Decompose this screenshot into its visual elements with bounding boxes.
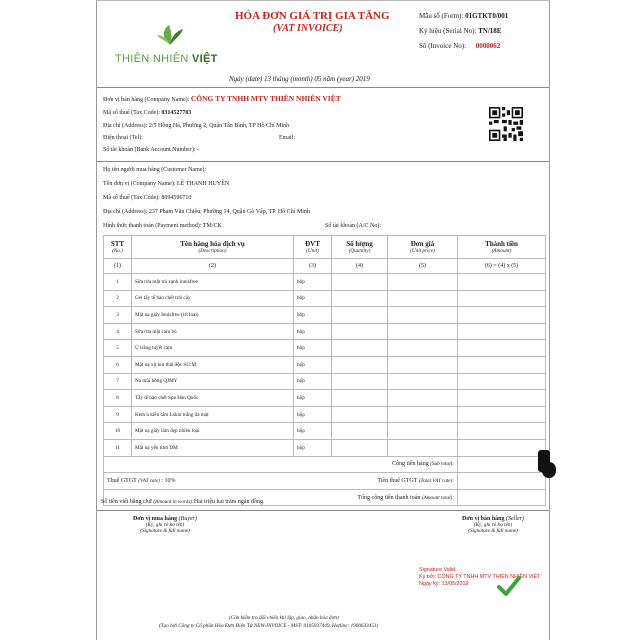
header-description-en: (Description) [198, 248, 227, 254]
row-unit-price [388, 340, 458, 357]
buyer-payment-label: Hình thức thanh toán (Payment method): [103, 223, 202, 229]
column-number: (1) [104, 259, 132, 274]
seller-account-value: - [196, 147, 199, 153]
header-quantity-en: (Quantity) [348, 248, 371, 254]
header-description-vi: Tên hàng hóa dịch vụ [180, 240, 245, 248]
row-quantity [332, 373, 388, 390]
buyer-tax-value: 8094596710 [161, 195, 192, 201]
row-unit-price [388, 390, 458, 407]
row-unit: hộp [294, 439, 332, 456]
row-unit: hộp [294, 323, 332, 340]
seller-signature-block [443, 516, 543, 534]
header-quantity [332, 236, 388, 259]
table-row [104, 323, 546, 340]
vat-amount-label-cell [332, 473, 458, 490]
vat-rate-value: : 10% [161, 477, 176, 484]
footer-check-note: (Cần kiểm tra đối chiếu khi lập, giao, nhận hóa đơn) [229, 615, 339, 621]
subtotal-row [104, 456, 546, 473]
row-unit-price [388, 307, 458, 324]
seller-phone-label: Điện thoại (Tel): [103, 135, 143, 141]
row-number: 8 [104, 390, 132, 407]
row-description: Mặt nạ giấy làm đẹp nhiều loại [132, 423, 294, 440]
column-number-row [104, 259, 546, 274]
column-number: (3) [294, 259, 332, 274]
seller-tax-label: Mã số thuế (Tax Code): [103, 110, 160, 116]
row-unit-price [388, 274, 458, 291]
buyer-address-label: Địa chỉ (Address): [103, 209, 148, 215]
row-number: 2 [104, 290, 132, 307]
row-amount [458, 274, 546, 291]
redaction-mark [542, 462, 556, 478]
row-description: Sữa rửa mặt cám bò [132, 323, 294, 340]
vat-row [104, 473, 546, 490]
row-number: 9 [104, 406, 132, 423]
buyer-company-value: LÊ THANH HUYỀN [177, 181, 230, 187]
buyer-sign-note-en: (Signature & full name) [140, 528, 190, 534]
header-unit-en: (Unit) [306, 248, 319, 254]
column-number: (6) = (4) x (5) [458, 259, 546, 274]
row-unit-price [388, 290, 458, 307]
header-unit-price-vi: Đơn giá [410, 240, 435, 248]
serial-label: Ký hiệu (Serial No): [419, 27, 477, 35]
vat-rate-label-en: (VAT rate) [138, 477, 160, 484]
invoice-number [419, 42, 500, 50]
seller-tax-line [103, 110, 191, 116]
invoice-no-value: 0000062 [475, 42, 501, 50]
buyer-sign-title-en: (Buyer) [178, 516, 197, 522]
row-number: 3 [104, 307, 132, 324]
row-unit-price [388, 406, 458, 423]
vat-amount-label: Tiền thuế GTGT [377, 477, 418, 484]
row-amount [458, 290, 546, 307]
logo-text [115, 53, 218, 65]
company-logo [111, 21, 221, 71]
header-description [132, 236, 294, 259]
buyer-account-label: Số tài khoản (A/C No): [325, 223, 381, 229]
table-row [104, 274, 546, 291]
invoice-date: Ngày (date) 13 tháng (month) 05 năm (year) 2019 [229, 75, 370, 83]
header-amount-vi: Thành tiền [485, 240, 518, 248]
header-no-en: (No.) [112, 248, 123, 254]
header-unit [294, 236, 332, 259]
form-label: Mẫu số (Form): [419, 12, 464, 20]
seller-address-label: Địa chỉ (Address): [103, 123, 148, 129]
header-no-vi: STT [110, 240, 125, 248]
vat-rate-cell [104, 473, 332, 490]
row-unit: hộp [294, 373, 332, 390]
digital-signature-stamp [419, 567, 540, 588]
buyer-company-line [103, 181, 229, 187]
row-quantity [332, 356, 388, 373]
seller-name-value: CÔNG TY TNHH MTV THIÊN NHIÊN VIỆT [190, 94, 341, 103]
row-description: Mặt nạ xịt hút thải độc SU:M [132, 356, 294, 373]
vat-amount-label-en: (Total VAT rate): [418, 477, 454, 484]
form-number [419, 12, 508, 20]
row-amount [458, 340, 546, 357]
row-amount [458, 356, 546, 373]
table-row [104, 340, 546, 357]
seller-sign-title: Đơn vị bán hàng [461, 516, 505, 522]
row-unit: hộp [294, 406, 332, 423]
row-amount [458, 307, 546, 324]
header-quantity-vi: Số lượng [346, 240, 373, 248]
buyer-signature-block [115, 516, 215, 534]
items-table [103, 235, 546, 506]
footer-provider-note: (Tạo bởi Công ty Cổ phần Hóa Đơn Điện Tử NEW-INVOICE - MST: 0105937449, Hotline: 1900633451) [159, 623, 379, 629]
invoice-no-label: Số (Invoice No): [419, 42, 467, 50]
buyer-payment-value: TM/CK [202, 223, 222, 229]
row-quantity [332, 406, 388, 423]
seller-sign-note-en: (Signature & full name) [468, 528, 518, 534]
row-unit-price [388, 439, 458, 456]
buyer-address-value: 237 Phạm Văn Chiêu, Phường 14, Quận Gò Vấp, TP. Hồ Chí Minh [148, 209, 310, 215]
header-amount-en: (Amount) [491, 248, 512, 254]
column-number: (2) [132, 259, 294, 274]
total-value [458, 489, 546, 506]
row-amount [458, 373, 546, 390]
seller-email-label: Email: [279, 135, 295, 141]
seller-email-line [279, 135, 295, 141]
seller-sign-title-en: (Seller) [506, 516, 524, 522]
words-value: Hai triệu hai trăm ngàn đồng. [193, 499, 265, 505]
words-label: Số tiền viết bằng chữ [101, 499, 152, 505]
buyer-person-label: Họ tên người mua hàng (Customer Name): [103, 167, 207, 173]
row-unit: hộp [294, 356, 332, 373]
item-rows [104, 274, 546, 457]
row-description: Mặt nạ yến tươi DM [132, 439, 294, 456]
form-value: 01GTKT0/001 [465, 12, 509, 20]
table-row [104, 390, 546, 407]
column-number: (4) [332, 259, 388, 274]
subtotal-label-en: (Sub total): [430, 461, 454, 468]
serial-number [419, 27, 501, 35]
buyer-tax-label: Mã số thuế (Tax Code): [103, 195, 160, 201]
row-quantity [332, 390, 388, 407]
table-header-row [104, 236, 546, 259]
row-unit-price [388, 356, 458, 373]
header-unit-price-en: (Unit price) [410, 248, 435, 254]
row-quantity [332, 290, 388, 307]
qr-code-icon [489, 107, 523, 141]
buyer-company-label: Tên đơn vị (Company Name): [103, 181, 176, 187]
seller-address-value: 2/5 Hồng Hà, Phường 2, Quận Tân Bình, TP Hồ Chí Minh [148, 123, 290, 129]
row-number: 4 [104, 323, 132, 340]
buyer-sign-note: (Ký, ghi rõ họ tên) [145, 522, 185, 528]
row-quantity [332, 340, 388, 357]
table-row [104, 290, 546, 307]
header-amount [458, 236, 546, 259]
seller-account-label: Số tài khoản (Bank Account Number): [103, 147, 196, 153]
row-quantity [332, 423, 388, 440]
row-number: 11 [104, 439, 132, 456]
row-number: 5 [104, 340, 132, 357]
row-description: Tẩy tế bào chết Spa Hàn Quốc [132, 390, 294, 407]
row-unit-price [388, 323, 458, 340]
row-description: Nạ mũi hồng QJMY [132, 373, 294, 390]
leaf-logo-icon [155, 21, 185, 47]
seller-name-line [103, 94, 341, 103]
table-row [104, 423, 546, 440]
logo-text-main: THIÊN NHIÊN [115, 53, 189, 65]
seller-tax-value: 0314527703 [161, 110, 192, 116]
row-quantity [332, 307, 388, 324]
row-description: Gel tẩy tế bào chết trái cây [132, 290, 294, 307]
buyer-address-line [103, 209, 310, 215]
row-description: Sữa rửa mặt trà xanh innisfree [132, 274, 294, 291]
serial-value: TN/18E [478, 27, 502, 35]
row-number: 7 [104, 373, 132, 390]
row-unit: hộp [294, 340, 332, 357]
table-row [104, 406, 546, 423]
header-unit-price [388, 236, 458, 259]
row-number: 6 [104, 356, 132, 373]
seller-address-line [103, 123, 289, 129]
table-row [104, 439, 546, 456]
buyer-sign-title: Đơn vị mua hàng [133, 516, 178, 522]
row-unit-price [388, 423, 458, 440]
seller-sign-note: (Ký, ghi rõ họ tên) [473, 522, 513, 528]
invoice-page [96, 0, 550, 640]
row-amount [458, 406, 546, 423]
row-unit: hộp [294, 274, 332, 291]
amount-in-words [101, 499, 265, 505]
row-number: 1 [104, 274, 132, 291]
buyer-tax-line [103, 195, 191, 201]
row-amount [458, 390, 546, 407]
subtotal-label: Cộng tiền hàng [392, 461, 429, 468]
signature-signer-line: Ký bởi: CÔNG TY TNHH MTV THIÊN NHIÊN VIỆT [419, 574, 541, 580]
table-row [104, 307, 546, 324]
row-amount [458, 323, 546, 340]
row-number: 10 [104, 423, 132, 440]
signature-valid-line: Signature Valid [419, 567, 456, 573]
seller-phone-line [103, 135, 143, 141]
row-unit: hộp [294, 423, 332, 440]
header-unit-vi: ĐVT [305, 240, 320, 248]
buyer-person-line [103, 167, 206, 173]
seller-account-line [103, 147, 199, 153]
seller-name-label: Đơn vị bán hàng (Company Name): [103, 97, 190, 103]
subtotal-label-cell [104, 456, 458, 473]
invoice-subtitle: (VAT INVOICE) [273, 23, 343, 34]
column-number: (5) [388, 259, 458, 274]
total-label: Tổng cộng tiền thanh toán [357, 494, 421, 501]
signature-date-line: Ngày ký: 13/05/2019 [419, 581, 469, 587]
subtotal-value [458, 456, 546, 473]
logo-text-bold: VIỆT [191, 53, 218, 65]
row-description: Ủ trắng tuyết cam [132, 340, 294, 357]
row-description: Mặt nạ giấy Innisfree (18 loại) [132, 307, 294, 324]
row-description: Kem ủ kiều tắm Lskin trắng da mặt [132, 406, 294, 423]
row-unit: hộp [294, 390, 332, 407]
invoice-title: HÓA ĐƠN GIÁ TRỊ GIA TĂNG [235, 10, 390, 22]
total-label-en: (Amount total): [421, 494, 454, 501]
row-unit-price [388, 373, 458, 390]
row-amount [458, 423, 546, 440]
row-amount [458, 439, 546, 456]
words-label-en: (Amount in words): [153, 499, 194, 505]
vat-amount-value [458, 473, 546, 490]
buyer-payment-line [103, 223, 222, 229]
buyer-account-line [325, 223, 381, 229]
checkmark-icon [497, 575, 521, 597]
table-row [104, 356, 546, 373]
row-unit: hộp [294, 307, 332, 324]
header-no [104, 236, 132, 259]
table-row [104, 373, 546, 390]
row-quantity [332, 439, 388, 456]
row-quantity [332, 274, 388, 291]
row-quantity [332, 323, 388, 340]
row-unit: hộp [294, 290, 332, 307]
vat-rate-label: Thuế GTGT [107, 477, 137, 484]
